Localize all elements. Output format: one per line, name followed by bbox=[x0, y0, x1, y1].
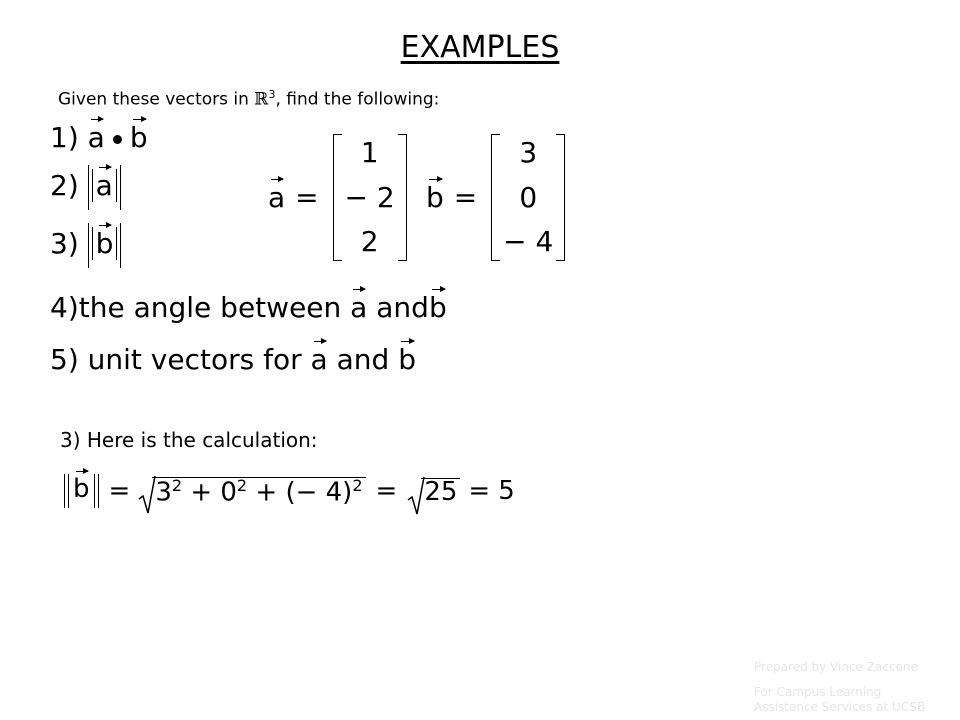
plus-1: + bbox=[190, 477, 213, 508]
slide-subtitle bbox=[58, 88, 439, 110]
vector-a-symbol: a bbox=[310, 343, 328, 376]
footer-line-3: Assistance Services at UCSB bbox=[754, 700, 926, 714]
right-bracket bbox=[398, 134, 407, 261]
left-bracket bbox=[491, 134, 500, 261]
radicand bbox=[152, 477, 365, 506]
vector-b-entries bbox=[500, 135, 556, 260]
vector-a-symbol: a bbox=[95, 169, 113, 202]
vector-b-symbol: b bbox=[73, 474, 90, 504]
vector-a-entry-1: 1 bbox=[360, 136, 379, 169]
item-5-and: and bbox=[336, 343, 390, 376]
item-4-text: the angle between bbox=[78, 291, 342, 324]
vector-b-symbol: b bbox=[129, 121, 148, 154]
item-2 bbox=[50, 169, 121, 202]
vector-b-entry-1: 3 bbox=[519, 136, 538, 169]
equals-sign: = bbox=[453, 180, 478, 214]
term-3-exp: 2 bbox=[352, 475, 363, 495]
item-4-number: 4) bbox=[50, 291, 79, 324]
vector-a-entries bbox=[342, 135, 398, 260]
vector-b-symbol: b bbox=[428, 291, 447, 324]
square-root-25 bbox=[407, 478, 460, 505]
dimension-exponent: 3 bbox=[268, 88, 276, 101]
radicand-25: 25 bbox=[421, 478, 460, 505]
item-4-and: and bbox=[376, 291, 429, 324]
square-root bbox=[138, 477, 365, 506]
right-bracket bbox=[556, 134, 565, 261]
item-1-number: 1) bbox=[50, 121, 79, 154]
item-3-number: 3) bbox=[50, 227, 79, 260]
vector-a-entry-2: − 2 bbox=[344, 180, 395, 214]
equals-sign-1: = bbox=[108, 476, 131, 506]
real-numbers-symbol: ℝ bbox=[254, 89, 269, 110]
vector-a-definition bbox=[268, 134, 407, 261]
term-2-exp: 2 bbox=[236, 475, 248, 495]
footer-credit: Prepared by Vince Zaccone bbox=[754, 660, 918, 674]
item-5 bbox=[50, 343, 416, 376]
item-1 bbox=[50, 121, 148, 154]
equals-sign-2: = bbox=[375, 476, 398, 506]
item-2-number: 2) bbox=[50, 169, 79, 202]
equals-sign: = bbox=[295, 180, 319, 214]
subtitle-prefix: Given these vectors in bbox=[58, 89, 255, 110]
item-4 bbox=[50, 291, 447, 324]
item-5-text: unit vectors for bbox=[87, 343, 302, 376]
calculation-equation bbox=[62, 474, 515, 508]
slide-title: EXAMPLES bbox=[400, 30, 560, 65]
magnitude-a bbox=[92, 169, 117, 202]
plus-2: + bbox=[255, 477, 278, 508]
vector-b-definition bbox=[426, 134, 565, 261]
footer-line-2: For Campus Learning bbox=[754, 685, 882, 699]
vector-a-entry-3: 2 bbox=[360, 225, 379, 258]
term-1-base: 3 bbox=[155, 477, 172, 508]
item-3 bbox=[50, 227, 121, 260]
magnitude-b bbox=[92, 227, 118, 260]
equals-sign-3: = bbox=[468, 476, 491, 506]
vector-b-symbol: b bbox=[398, 343, 416, 376]
calculation-result: 5 bbox=[498, 476, 515, 506]
subtitle-suffix: , find the following: bbox=[275, 89, 440, 110]
magnitude-b bbox=[68, 474, 95, 508]
vector-a-symbol: a bbox=[350, 291, 368, 324]
term-2-base: 0 bbox=[220, 477, 237, 508]
radical-sign-icon bbox=[407, 476, 425, 516]
left-bracket bbox=[333, 134, 342, 261]
vector-b-entry-3: − 4 bbox=[503, 225, 554, 258]
radical-sign-icon bbox=[138, 475, 156, 515]
dot-product-operator bbox=[113, 135, 122, 144]
term-1-exp: 2 bbox=[171, 475, 183, 495]
vector-b-name: b bbox=[426, 180, 444, 214]
calculation-label: 3) Here is the calculation: bbox=[60, 428, 318, 452]
item-5-number: 5) bbox=[50, 343, 79, 376]
term-3-base: (− 4) bbox=[285, 477, 353, 508]
vector-b-symbol: b bbox=[95, 227, 114, 260]
vector-a-name: a bbox=[268, 180, 286, 214]
vector-b-entry-2: 0 bbox=[519, 180, 538, 214]
vector-a-symbol: a bbox=[87, 121, 105, 154]
